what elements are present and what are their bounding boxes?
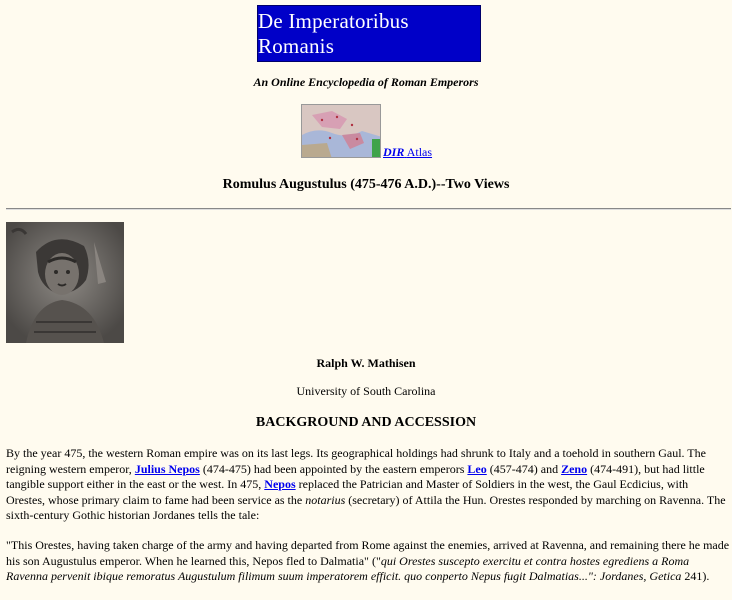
atlas-map-graphic <box>302 105 381 158</box>
page-title: Romulus Augustulus (475-476 A.D.)--Two Views <box>222 177 510 192</box>
paragraph-jordanes-quote <box>6 538 730 585</box>
author-affiliation: University of South Carolina <box>296 384 436 398</box>
coin-portrait-image <box>6 222 124 343</box>
author-name: Ralph W. Mathisen <box>316 356 416 370</box>
p1-text-6: (secretary) of Attila the Hun. Orestes responded by marching on Ravenna. The sixth-century Gothic historian Jordanes tells the tale: <box>6 492 726 522</box>
link-nepos[interactable]: Nepos <box>264 477 296 491</box>
p1-italic-notarius: notarius <box>305 492 346 507</box>
coin-portrait-graphic <box>6 222 124 343</box>
atlas-map-image[interactable] <box>301 104 381 158</box>
atlas-link-text[interactable]: Atlas <box>406 145 433 159</box>
section-heading: BACKGROUND AND ACCESSION <box>255 415 477 430</box>
atlas-link-prefix[interactable]: DIR <box>383 145 405 159</box>
p1-text-4: (474-491), but had little tangible support either in the east or the west. In 475, <box>6 461 705 491</box>
atlas-link[interactable] <box>383 145 432 160</box>
banner-title: De Imperatoribus Romanis <box>258 8 409 58</box>
p2-italic-latin: qui Orestes suscepto exercitu et contra hostes egrediens a Roma Ravenna pervenit ibique remoratus Augustulum filimum suum imperatorem efficit. quo conperto Nepus fugit Dalmatias...": Jordanes, Getica <box>6 553 690 583</box>
p2-text-2: 241). <box>681 569 710 583</box>
link-zeno[interactable]: Zeno <box>561 461 588 476</box>
p1-text-2: (474-475) had been appointed by the eastern emperors <box>199 461 468 476</box>
p2-text-1: "This Orestes, having taken charge of the army and having departed from Rome against the enemies, arrived at Ravenna, and remaining there he made his son Augustulus emperor. When he learned this, Nepos fled to Dalmatia" (" <box>6 538 730 568</box>
site-subtitle: An Online Encyclopedia of Roman Emperors <box>253 75 479 89</box>
link-julius-nepos[interactable]: Julius Nepos <box>134 461 200 476</box>
link-leo[interactable]: Leo <box>467 461 487 476</box>
paragraph-background <box>6 446 730 524</box>
site-banner[interactable] <box>257 5 481 62</box>
p1-text-5: replaced the Patrician and Master of Soldiers in the west, the Gaul Ecdicius, with Orestes, whose primary claim to fame had been service as the <box>6 477 689 507</box>
p1-text-1: By the year 475, the western Roman empire was on its last legs. Its geographical holdings had shrunk to Italy and a toehold in southern Gaul. The reigning western emperor, <box>6 446 706 476</box>
horizontal-divider <box>6 208 731 210</box>
p1-text-3: (457-474) and <box>486 461 562 476</box>
